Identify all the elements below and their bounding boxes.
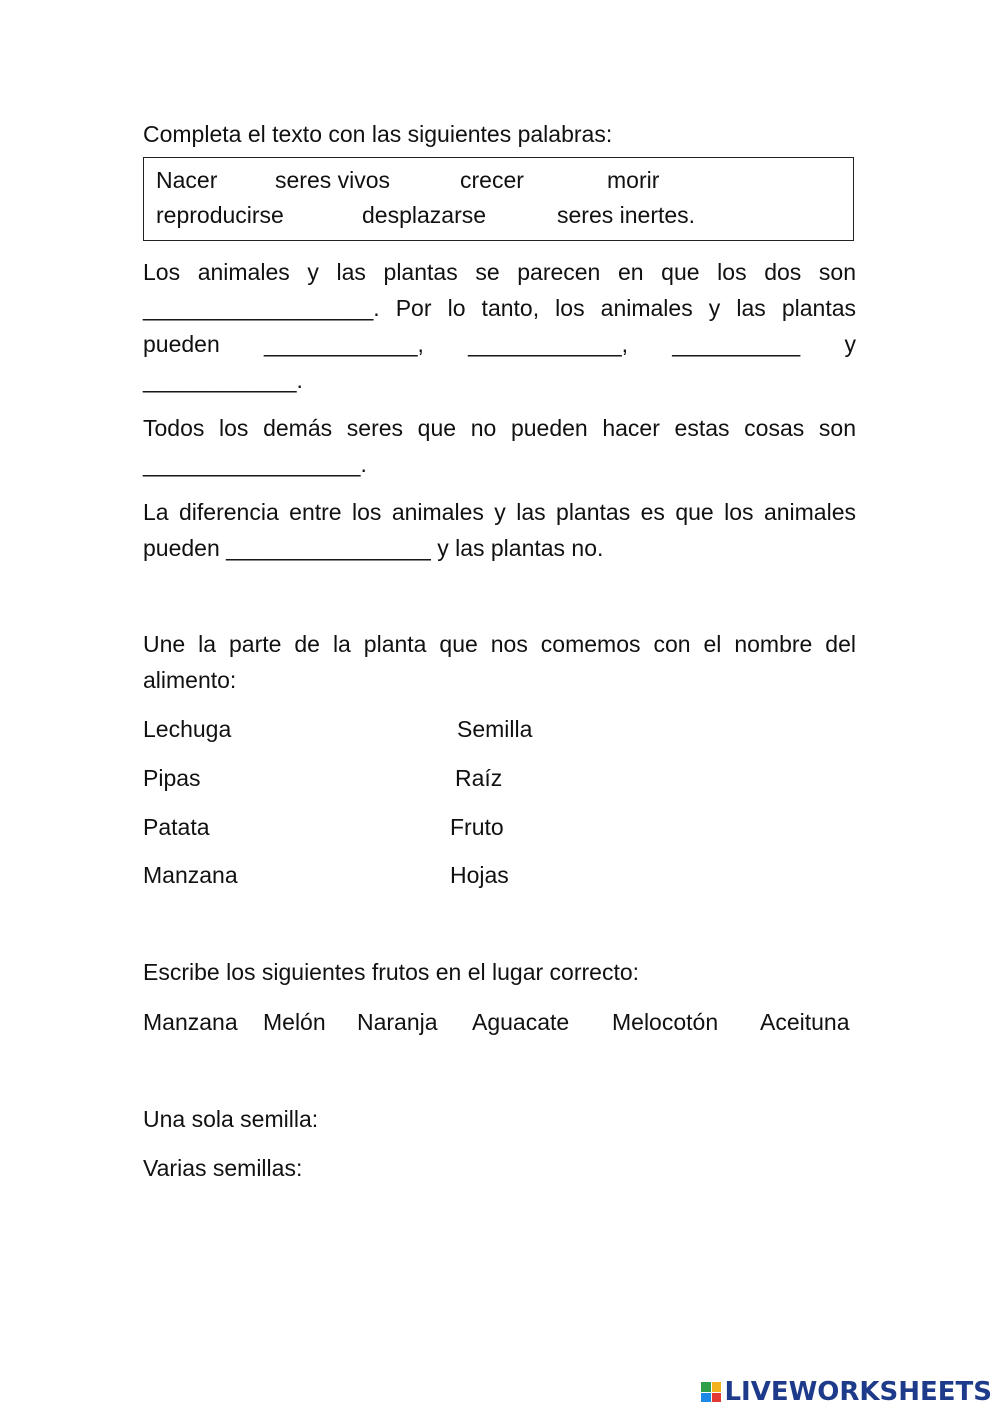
instruction-match: alimento: bbox=[143, 667, 237, 693]
instruction-match: Une la parte de la planta que nos comemos con el nombre del bbox=[143, 631, 856, 657]
blank-field[interactable]: __________ bbox=[672, 331, 801, 357]
fruit-word: Naranja bbox=[357, 1009, 438, 1035]
match-part-item[interactable]: Hojas bbox=[450, 862, 509, 888]
word-bank-item: reproducirse bbox=[156, 202, 284, 228]
paragraph-line: __________________. Por lo tanto, los animales y las plantas bbox=[143, 295, 856, 321]
match-part-item[interactable]: Semilla bbox=[457, 716, 533, 742]
paragraph-line bbox=[143, 331, 856, 358]
fruit-word: Manzana bbox=[143, 1009, 238, 1035]
word-bank-item: seres vivos bbox=[275, 167, 391, 193]
logo-text: LIVEWORKSHEETS bbox=[724, 1377, 992, 1407]
word-bank-item: seres inertes. bbox=[557, 202, 696, 228]
match-food-item[interactable]: Lechuga bbox=[143, 716, 232, 742]
paragraph-line: La diferencia entre los animales y las plantas es que los animales bbox=[143, 499, 856, 525]
logo-grid-icon bbox=[701, 1382, 721, 1402]
match-part-item[interactable]: Fruto bbox=[450, 814, 504, 840]
blank-field[interactable]: ____________. bbox=[143, 367, 303, 393]
word-bank-item: Nacer bbox=[156, 167, 218, 193]
one-seed-label: Una sola semilla: bbox=[143, 1106, 319, 1132]
match-food-item[interactable]: Manzana bbox=[143, 862, 238, 888]
word-bank-item: crecer bbox=[460, 167, 524, 193]
match-food-item[interactable]: Patata bbox=[143, 814, 210, 840]
blank-field[interactable]: _________________. bbox=[143, 451, 367, 477]
paragraph-line: pueden ________________ y las plantas no. bbox=[143, 535, 604, 561]
blank-field[interactable]: ____________, bbox=[468, 331, 629, 357]
fruit-word: Aguacate bbox=[472, 1009, 570, 1035]
word-bank-item: morir bbox=[607, 167, 660, 193]
instruction-fruits: Escribe los siguientes frutos en el lugar correcto: bbox=[143, 959, 640, 985]
blank-field[interactable]: ____________, bbox=[264, 331, 424, 357]
word-bank-item: desplazarse bbox=[362, 202, 487, 228]
instruction-complete-text: Completa el texto con las siguientes palabras: bbox=[143, 121, 613, 147]
match-part-item[interactable]: Raíz bbox=[455, 765, 503, 791]
liveworksheets-logo bbox=[701, 1377, 992, 1407]
fruit-word: Aceituna bbox=[760, 1009, 850, 1035]
many-seeds-label: Varias semillas: bbox=[143, 1155, 303, 1181]
fruit-word: Melocotón bbox=[612, 1009, 719, 1035]
paragraph-line: Los animales y las plantas se parecen en que los dos son bbox=[143, 259, 856, 285]
paragraph-line: Todos los demás seres que no pueden hacer estas cosas son bbox=[143, 415, 856, 441]
fruit-word: Melón bbox=[263, 1009, 326, 1035]
paragraph-word: y bbox=[844, 331, 856, 357]
paragraph-word: pueden bbox=[143, 331, 220, 357]
match-food-item[interactable]: Pipas bbox=[143, 765, 201, 791]
